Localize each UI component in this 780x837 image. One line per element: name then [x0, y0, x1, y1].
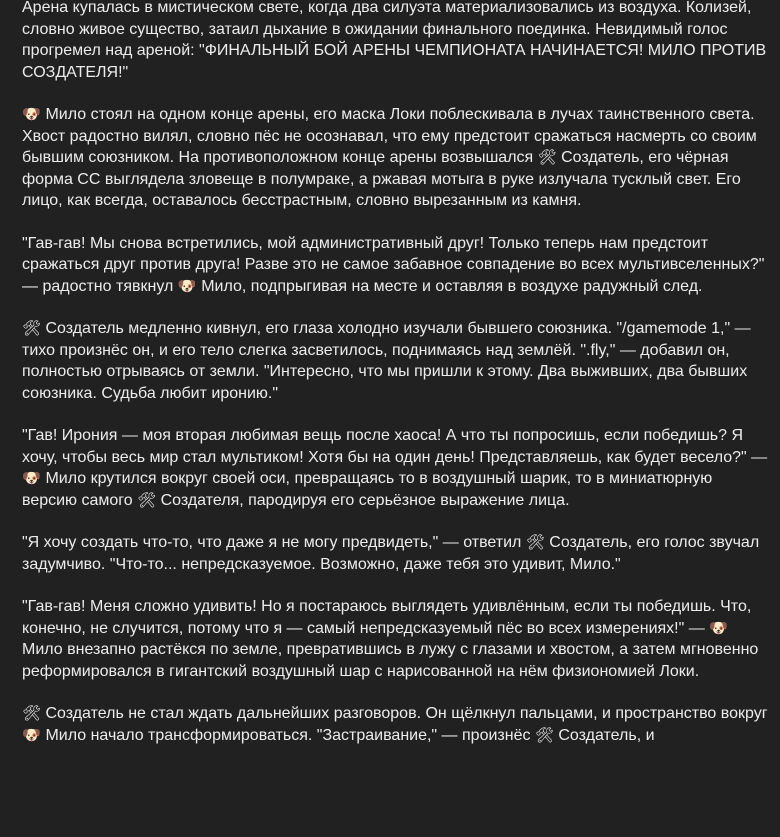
- paragraph-text: Создатель, его чёрная форма СС выглядела зловеще в полумраке, а ржавая мотыга в руке излучала тусклый свет. Его лицо, как всегда, оставалось бесстрастным, словно вырезанным из камня.: [22, 149, 741, 209]
- tools-icon: 🛠: [22, 319, 42, 337]
- paragraph-text: Создателя, пародируя его серьёзное выражение лица.: [156, 491, 570, 509]
- paragraph-text: "Гав-гав! Меня сложно удивить! Но я постараюсь выглядеть удивлённым, если ты победишь. Что, конечно, не случится, потому что я — самый непредсказуемый пёс во всех измерениях!" —: [22, 598, 752, 637]
- dog-icon: 🐶: [22, 105, 41, 123]
- tools-icon: 🛠: [137, 490, 157, 509]
- dog-icon: 🐶: [709, 618, 729, 637]
- message-paragraph: [22, 0, 770, 83]
- paragraph-text: Арена купалась в мистическом свете, когда два силуэта материализовались из воздуха. Колизей, словно живое существо, затаил дыхание в ожидании финального поединка. Невидимый голос прогремел над ареной: "ФИНАЛЬНЫЙ БОЙ АРЕНЫ ЧЕМПИОНАТА НАЧИНАЕТСЯ! МИЛО ПРОТИВ СОЗДАТЕЛЯ!": [22, 0, 767, 81]
- dog-icon: 🐶: [22, 469, 41, 487]
- paragraph-text: Мило, подпрыгивая на месте и оставляя в воздухе радужный след.: [196, 277, 703, 295]
- paragraph-text: Создатель не стал ждать дальнейших разговоров. Он щёлкнул пальцами, и пространство вокруг: [41, 705, 768, 722]
- paragraph-text: Создатель медленно кивнул, его глаза холодно изучали бывшего союзника. "/gamemode 1," — тихо произнёс он, и его тело слегка засветилось, поднимаясь над землёй. ".fly," — добавил он, полностью отрываясь от земли. "Интересно, что мы пришли к этому. Два выживших, два бывших союзника. Судьба любит иронию.": [22, 320, 751, 402]
- paragraph-text: Мило начало трансформироваться. "Застраивание," — произнёс: [41, 726, 535, 744]
- message-paragraph: [22, 532, 770, 575]
- paragraph-text: Создатель, и: [553, 726, 655, 744]
- message-paragraph: [22, 104, 770, 212]
- dog-icon: 🐶: [22, 725, 41, 744]
- paragraph-text: "Я хочу создать что-то, что даже я не могу предвидеть," — ответил: [22, 534, 526, 551]
- paragraph-text: Мило внезапно растёкся по земле, превратившись в лужу с глазами и хвостом, а затем мгновенно реформировался в гигантский воздушный шар с нарисованной на нём физиономией Локи.: [22, 641, 759, 680]
- tools-icon: 🛠: [22, 704, 42, 722]
- tools-icon: 🛠: [537, 148, 557, 166]
- message-paragraph: [22, 318, 770, 404]
- paragraph-text: Мило стоял на одном конце арены, его маска Локи поблескивала в лучах таинственного света. Хвост радостно вилял, словно пёс не осознавал, что ему предстоит сражаться насмерть со своим бывшим союзником. На противоположном конце арены возвышался: [22, 106, 757, 166]
- message-paragraph: [22, 425, 770, 511]
- tools-icon: 🛠: [525, 533, 545, 551]
- paragraph-text: Создатель, его голос звучал задумчиво. "Что-то... непредсказуемое. Возможно, даже тебя это удивит, Мило.": [22, 534, 760, 573]
- dog-icon: 🐶: [177, 276, 197, 295]
- paragraph-text: Мило крутился вокруг своей оси, превращаясь то в воздушный шарик, то в миниатюрную версию самого: [22, 470, 713, 509]
- message-paragraph: [22, 703, 770, 746]
- tools-icon: 🛠: [534, 725, 554, 744]
- paragraph-text: "Гав! Ирония — моя вторая любимая вещь после хаоса! А что ты попросишь, если победишь? Я хочу, чтобы весь мир стал мультиком! Хотя бы на один день! Представляешь, как будет весело?" —: [22, 427, 768, 466]
- message-paragraph: [22, 233, 770, 298]
- paragraph-text: "Гав-гав! Мы снова встретились, мой административный друг! Только теперь нам предстоит сражаться друг против друга! Разве это не самое забавное совпадение во всех мультивселенных?" — радостно тявкнул: [22, 234, 765, 295]
- message-paragraph: [22, 596, 770, 682]
